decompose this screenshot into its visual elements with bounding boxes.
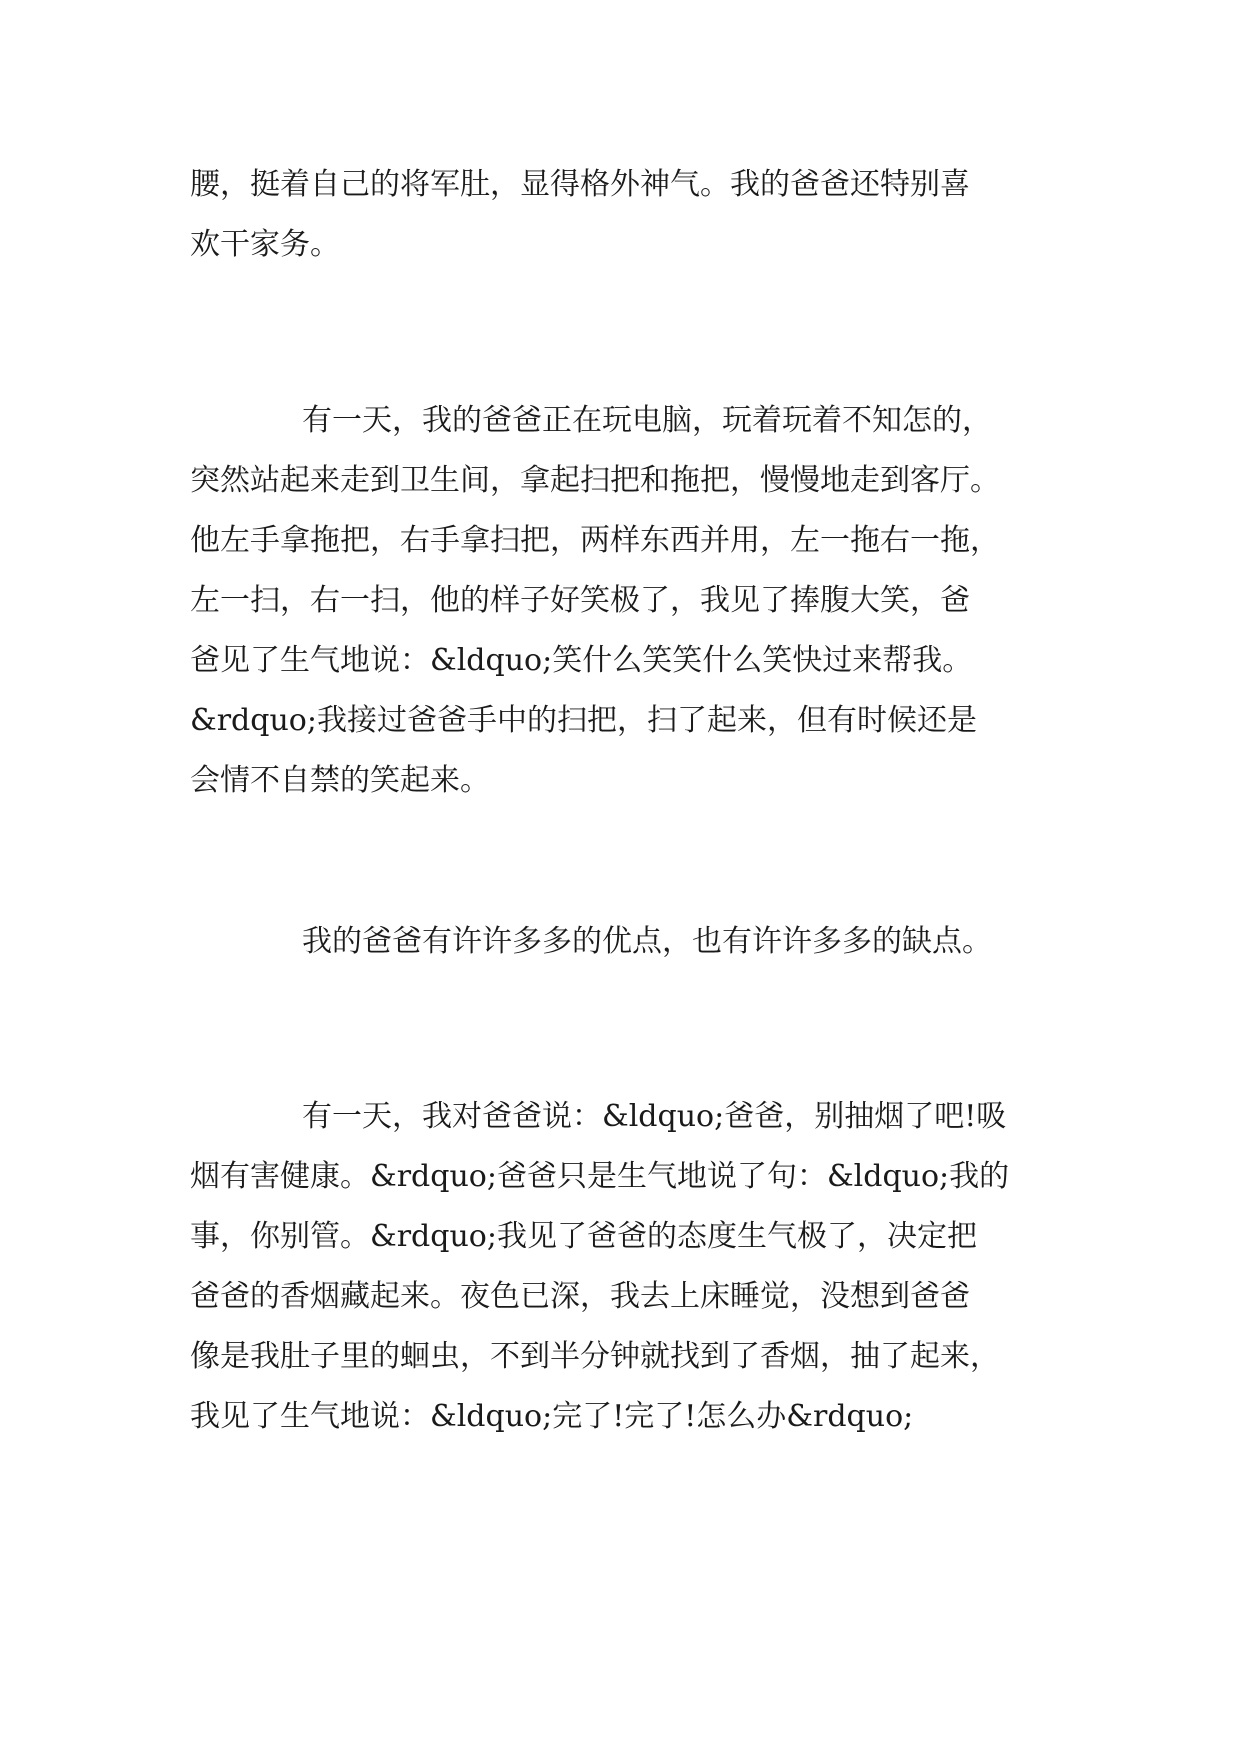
text-line: 事，你别管。&rdquo;我见了爸爸的态度生气极了，决定把 [190, 1219, 977, 1254]
paragraph-4 [190, 1087, 1060, 1447]
paragraph-2 [190, 391, 1060, 811]
text-line: 欢干家务。 [190, 227, 340, 262]
text-line: 烟有害健康。&rdquo;爸爸只是生气地说了句：&ldquo;我的 [190, 1159, 1010, 1194]
text-line: 会情不自禁的笑起来。 [190, 763, 490, 798]
text-line: 爸见了生气地说：&ldquo;笑什么笑笑什么笑快过来帮我。 [190, 643, 973, 678]
text-line: 我见了生气地说：&ldquo;完了!完了!怎么办&rdquo; [190, 1399, 914, 1434]
paragraph-3 [190, 912, 1060, 972]
text-line: 有一天，我对爸爸说：&ldquo;爸爸，别抽烟了吧!吸 [302, 1099, 1007, 1134]
text-line: 突然站起来走到卫生间，拿起扫把和拖把，慢慢地走到客厅。 [190, 463, 1000, 498]
text-line: 他左手拿拖把，右手拿扫把，两样东西并用，左一拖右一拖， [190, 523, 1000, 558]
text-line: 我的爸爸有许许多多的优点，也有许许多多的缺点。 [302, 924, 992, 959]
text-line: 左一扫，右一扫，他的样子好笑极了，我见了捧腹大笑，爸 [190, 583, 970, 618]
text-line: 有一天，我的爸爸正在玩电脑，玩着玩着不知怎的， [302, 403, 992, 438]
text-line: 像是我肚子里的蛔虫，不到半分钟就找到了香烟，抽了起来， [190, 1339, 1000, 1374]
text-line: 爸爸的香烟藏起来。夜色已深，我去上床睡觉，没想到爸爸 [190, 1279, 970, 1314]
text-line: &rdquo;我接过爸爸手中的扫把，扫了起来，但有时候还是 [190, 703, 977, 738]
text-line: 腰，挺着自己的将军肚，显得格外神气。我的爸爸还特别喜 [190, 167, 970, 202]
paragraph-1 [190, 155, 1060, 275]
